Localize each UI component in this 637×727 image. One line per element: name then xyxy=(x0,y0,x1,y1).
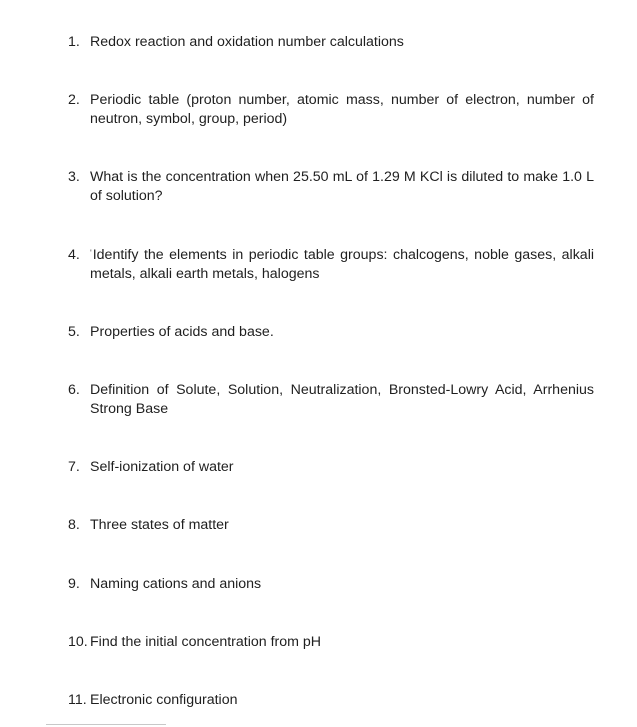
item-number: 10. xyxy=(68,634,88,650)
item-text: What is the concentration when 25.50 mL of 1.29 M KCl is diluted to make 1.0 L of solution? xyxy=(90,169,594,204)
list-item xyxy=(68,633,594,652)
list-item xyxy=(68,516,594,535)
item-text: Find the initial concentration from pH xyxy=(90,634,322,650)
item-text: Naming cations and anions xyxy=(90,576,262,592)
item-text: Periodic table (proton number, atomic mass, number of electron, number of neutron, symbol, group, period) xyxy=(90,92,594,127)
item-number: 3. xyxy=(68,169,80,185)
item-number: 5. xyxy=(68,324,80,340)
item-number: 9. xyxy=(68,576,80,592)
list-item xyxy=(68,458,594,477)
list-item xyxy=(68,91,594,129)
item-text: Redox reaction and oxidation number calculations xyxy=(90,34,404,50)
item-number: 7. xyxy=(68,459,80,475)
list-item xyxy=(68,691,594,710)
item-text: Self-ionization of water xyxy=(90,459,234,475)
list-item xyxy=(68,168,594,206)
item-text-wrapper xyxy=(90,246,594,284)
item-number: 8. xyxy=(68,517,80,533)
item-number: 4. xyxy=(68,247,80,263)
list-item xyxy=(68,246,594,284)
item-text: Three states of matter xyxy=(90,517,229,533)
item-text: Electronic configuration xyxy=(90,692,238,708)
item-text: Identify the elements in periodic table groups: chalcogens, noble gases, alkali metals, alkali earth metals, halogens xyxy=(90,247,594,282)
stray-mark: ' xyxy=(90,248,92,258)
item-number: 6. xyxy=(68,382,80,398)
footnote-divider xyxy=(46,724,166,725)
list-item xyxy=(68,33,594,52)
list-item xyxy=(68,575,594,594)
item-number: 1. xyxy=(68,34,80,50)
list-item xyxy=(68,381,594,419)
item-number: 2. xyxy=(68,92,80,108)
item-text: Properties of acids and base. xyxy=(90,324,274,340)
item-text: Definition of Solute, Solution, Neutralization, Bronsted-Lowry Acid, Arrhenius Strong Base xyxy=(90,382,594,417)
item-number: 11. xyxy=(68,692,87,708)
list-item xyxy=(68,323,594,342)
